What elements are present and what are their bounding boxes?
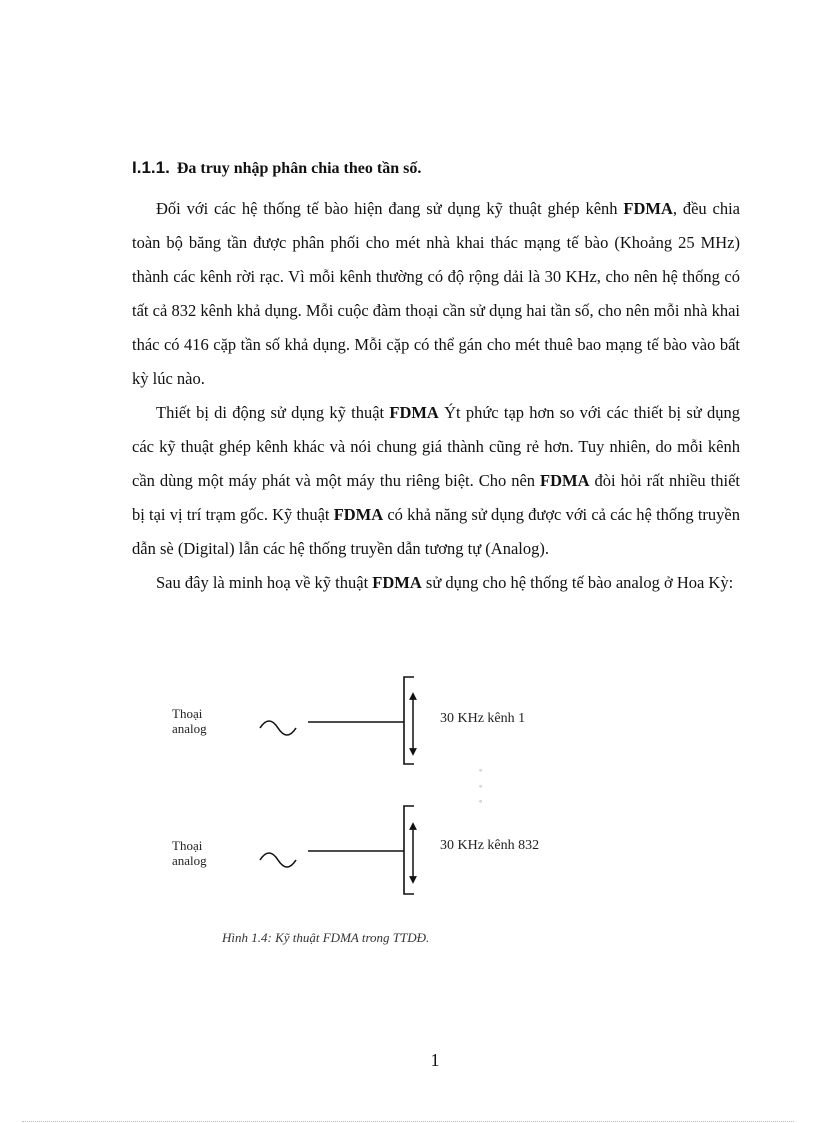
ellipsis-dot: ◦ bbox=[479, 781, 483, 791]
section-title: Đa truy nhập phân chia theo tần số. bbox=[176, 160, 422, 177]
fdma-diagram bbox=[160, 670, 600, 910]
fdma-term: FDMA bbox=[333, 505, 384, 524]
figure-caption: Hình 1.4: Kỹ thuật FDMA trong TTDĐ. bbox=[222, 930, 430, 945]
section-heading bbox=[132, 158, 421, 178]
fdma-term: FDMA bbox=[389, 403, 439, 422]
body-text bbox=[132, 192, 740, 600]
channel-1-label: 30 KHz kênh 1 bbox=[440, 711, 526, 726]
source-label-line: analog bbox=[172, 853, 207, 868]
source-label-line: analog bbox=[172, 721, 207, 736]
page-number: 1 bbox=[430, 1050, 440, 1070]
paragraph-3 bbox=[132, 566, 740, 600]
paragraph-text: , đều chia toàn bộ băng tần được phân phối cho mét nhà khai thác mạng tế bào (Khoảng 25 MHz) thành các kênh rời rạc. Vì mỗi kênh thường có độ rộng dải là 30 KHz, cho nên hệ thống có tất cả 832 kênh khả dụng. Mỗi cuộc đàm thoại cần sử dụng hai tần số, cho nên mỗi nhà khai thác có 416 cặp tần số khả dụng. Mỗi cặp có thể gán cho mét thuê bao mạng tế bào vào bất kỳ lúc nào. bbox=[132, 199, 741, 388]
analog-wave-icon bbox=[260, 853, 296, 867]
fdma-term: FDMA bbox=[623, 199, 673, 218]
paragraph-1 bbox=[132, 192, 740, 396]
paragraph-text: sử dụng cho hệ thống tế bào analog ở Hoa Kỳ: bbox=[421, 573, 734, 592]
source-label-line: Thoại bbox=[172, 706, 203, 721]
paragraph-text: Ýt phức tạp hơn so với các thiết bị sử dụng các kỹ thuật ghép kênh khác và nói chung giá thành cũng rẻ hơn. Tuy nhiên, do mỗi kênh cần dùng một máy phát và một máy thu riêng biệt. Cho nên bbox=[132, 403, 740, 490]
diagram-graphics bbox=[160, 670, 600, 910]
channel-832-label: 30 KHz kênh 832 bbox=[440, 838, 540, 853]
paragraph-text: có khả năng sử dụng được với cả các hệ thống truyền dẫn sè (Digital) lẫn các hệ thống truyền dẫn tương tự (Analog). bbox=[132, 505, 740, 558]
paragraph-2 bbox=[132, 396, 740, 566]
section-number: I.1.1. bbox=[132, 158, 170, 177]
fdma-term: FDMA bbox=[540, 471, 590, 490]
paragraph-text: Đối với các hệ thống tế bào hiện đang sử dụng kỹ thuật ghép kênh bbox=[156, 199, 624, 218]
ellipsis-dot: ◦ bbox=[479, 765, 483, 775]
footer-divider bbox=[22, 1121, 794, 1122]
paragraph-text: Thiết bị di động sử dụng kỹ thuật bbox=[156, 403, 390, 422]
fdma-term: FDMA bbox=[372, 573, 422, 592]
paragraph-text: Sau đây là minh hoạ về kỹ thuật bbox=[156, 573, 373, 592]
analog-wave-icon bbox=[260, 721, 296, 735]
paragraph-text: đòi hỏi rất nhiều thiết bị tại vị trí trạm gốc. Kỹ thuật bbox=[132, 471, 740, 524]
source-label-line: Thoại bbox=[172, 838, 203, 853]
ellipsis-dot: ◦ bbox=[479, 796, 483, 806]
